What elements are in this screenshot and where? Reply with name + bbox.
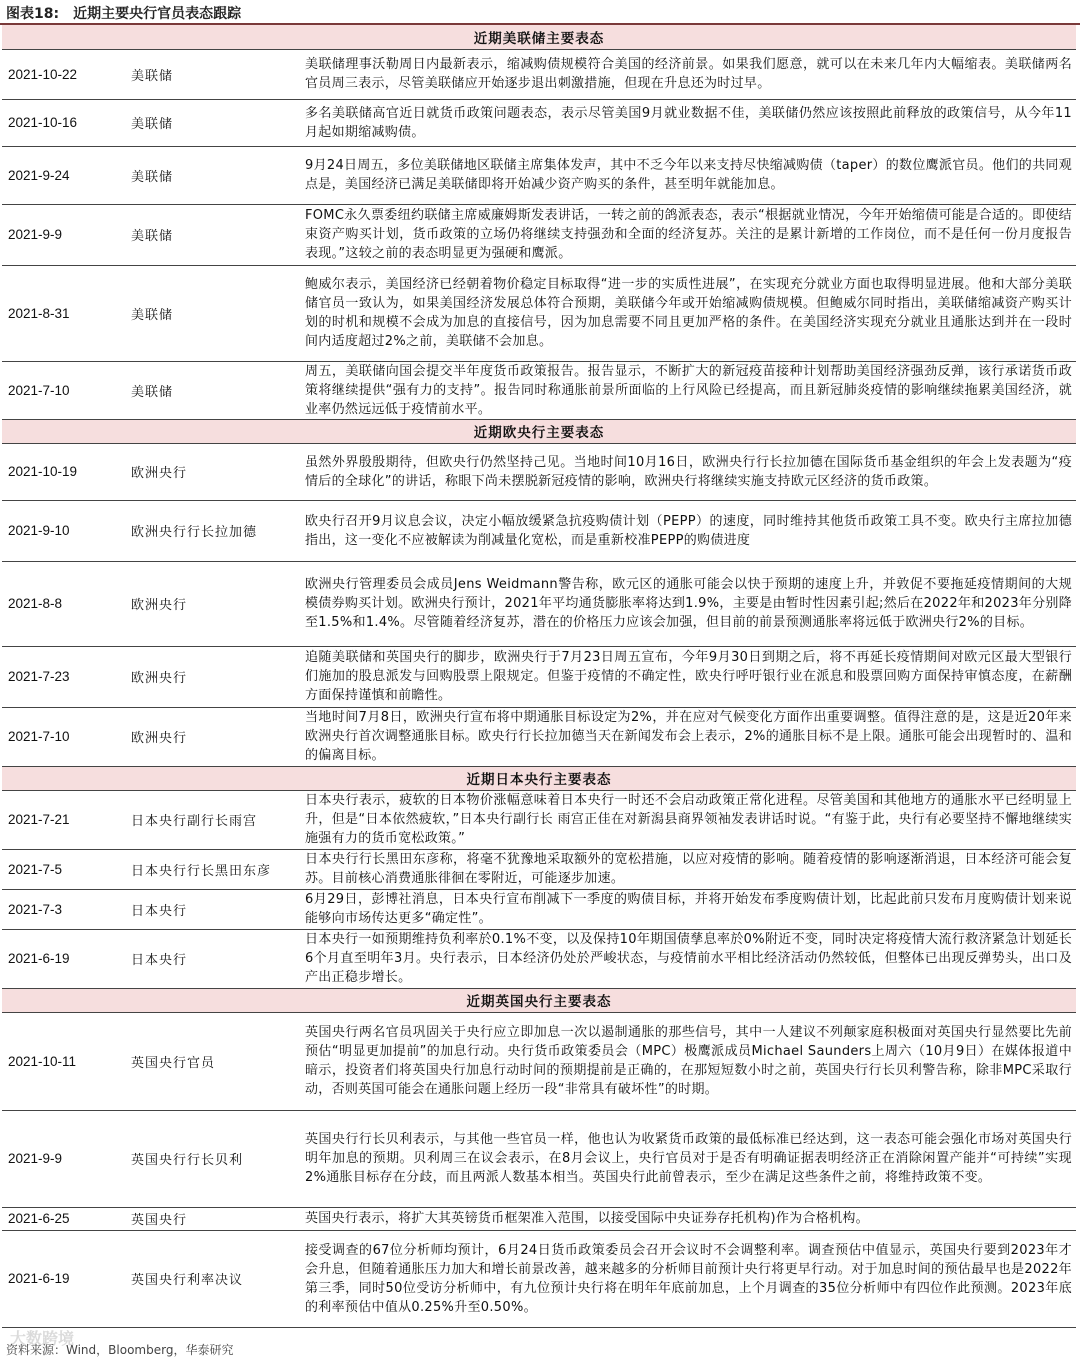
date-cell: 2021-7-3 (2, 889, 121, 929)
bank-cell: 欧洲央行 (121, 443, 301, 500)
statement-cell: 当地时间7月8日，欧洲央行宣布将中期通胀目标设定为2%，并在应对气候变化方面作出重要调整。值得注意的是，这是近20年来欧洲央行首次调整通胀目标。欧央行行长拉加德当天在新闻发布会上表示，2%的通胀目标不是上限。通胀可能会出现暂时的、温和的偏离目标。 (301, 707, 1076, 766)
table-row (2, 443, 1076, 500)
statement-cell: 欧洲央行管理委员会成员Jens Weidmann警告称，欧元区的通胀可能会以快于预期的速度上升，并敦促不要拖延疫情期间的大规模债券购买计划。欧洲央行预计，2021年平均通货膨胀率将达到1.9%，主要是由暂时性因素引起;然后在2022年和2023年分别降至1.5%和1.4%。尽管随着经济复苏，潜在的价格压力应该会加强，但目前的前景预测通胀率将远低于欧洲央行2%的目标。 (301, 561, 1076, 646)
table-row (2, 1110, 1076, 1207)
statement-cell: 日本央行一如预期维持负利率於0.1%不变，以及保持10年期国债孳息率於0%附近不变，同时决定将疫情大流行救济紧急计划延长6个月直至明年3月。央行表示，日本经济仍处於严峻状态，与疫情前水平相比经济活动仍然较低，但整体已出现反弹势头，出口及产出正稳步增长。 (301, 929, 1076, 988)
date-cell: 2021-8-31 (2, 265, 121, 361)
statement-cell: 追随美联储和英国央行的脚步，欧洲央行于7月23日周五宣布，今年9月30日到期之后，将不再延长疫情期间对欧元区最大型银行们施加的股息派发与回购股票上限规定。但鉴于疫情的不确定性，欧央行呼吁银行业在派息和股票回购方面保持审慎态度，在薪酬方面保持谨慎和前瞻性。 (301, 646, 1076, 707)
statements-table-body (2, 25, 1076, 1327)
bank-cell: 美联储 (121, 361, 301, 419)
bank-cell: 美联储 (121, 49, 301, 99)
bank-cell: 欧洲央行 (121, 707, 301, 766)
bank-cell: 日本央行 (121, 929, 301, 988)
table-row (2, 361, 1076, 419)
statements-table (2, 25, 1076, 1328)
section-header: 近期美联储主要表态 (2, 25, 1076, 49)
statement-cell: 日本央行行长黑田东彦称，将毫不犹豫地采取额外的宽松措施，以应对疫情的影响。随着疫情的影响逐渐消退，日本经济可能会复苏。目前核心消费通胀徘徊在零附近，可能逐步加速。 (301, 849, 1076, 889)
statement-cell: 9月24日周五，多位美联储地区联储主席集体发声，其中不乏今年以来支持尽快缩减购债（taper）的数位鹰派官员。他们的共同观点是，美国经济已满足美联储即将开始减少资产购买的条件，甚至明年就能加息。 (301, 146, 1076, 204)
statement-cell: 虽然外界殷殷期待，但欧央行仍然坚持己见。当地时间10月16日，欧洲央行行长拉加德在国际货币基金组织的年会上发表题为“疫情后的全球化”的讲话，称眼下尚未摆脱新冠疫情的影响，欧洲央行将继续实施支持欧元区经济的货币政策。 (301, 443, 1076, 500)
date-cell: 2021-7-5 (2, 849, 121, 889)
statement-cell: 鲍威尔表示，美国经济已经朝着物价稳定目标取得“进一步的实质性进展”，在实现充分就业方面也取得明显进展。他和大部分美联储官员一致认为，如果美国经济发展总体符合预期，美联储今年或开始缩减购债规模。但鲍威尔同时指出，美联储缩减资产购买计划的时机和规模不会成为加息的直接信号，因为加息需要不同且更加严格的条件。在美国经济实现充分就业且通胀达到并在一段时间内适度超过2%之前，美联储不会加息。 (301, 265, 1076, 361)
table-row (2, 500, 1076, 561)
watermark: 大数跨境 (10, 1329, 75, 1348)
date-cell: 2021-9-10 (2, 500, 121, 561)
table-row (2, 707, 1076, 766)
bank-cell: 欧洲央行 (121, 561, 301, 646)
bank-cell: 英国央行利率决议 (121, 1230, 301, 1327)
bank-cell: 美联储 (121, 265, 301, 361)
date-cell: 2021-7-21 (2, 790, 121, 849)
figure-title (6, 2, 1074, 24)
date-cell: 2021-9-9 (2, 1110, 121, 1207)
source-note: 资料来源：Wind，Bloomberg，华泰研究 (6, 1343, 234, 1357)
bank-cell: 欧洲央行行长拉加德 (121, 500, 301, 561)
section-header-row (2, 766, 1076, 790)
table-row (2, 204, 1076, 265)
statement-cell: 多名美联储高官近日就货币政策问题表态，表示尽管美国9月就业数据不佳，美联储仍然应该按照此前释放的政策信号，从今年11月起如期缩减购债。 (301, 99, 1076, 146)
section-header: 近期英国央行主要表态 (2, 988, 1076, 1012)
section-header: 近期日本央行主要表态 (2, 766, 1076, 790)
section-header: 近期欧央行主要表态 (2, 419, 1076, 443)
date-cell: 2021-10-22 (2, 49, 121, 99)
figure-number: 图表18: (6, 6, 60, 22)
statement-cell: 英国央行行长贝利表示，与其他一些官员一样，他也认为收紧货币政策的最低标准已经达到，这一表态可能会强化市场对英国央行明年加息的预期。贝利周三在议会表示，在8月会议上，央行官员对于是否有明确证据表明经济正在消除闲置产能并“可持续”实现2%通胀目标存在分歧，而且两派人数基本相当。英国央行此前曾表示，至少在满足这些条件之前，将维持政策不变。 (301, 1110, 1076, 1207)
date-cell: 2021-10-19 (2, 443, 121, 500)
statement-cell: 美联储理事沃勒周日内最新表示，缩减购债规模符合美国的经济前景。如果我们愿意，就可以在未来几年内大幅缩表。美联储两名官员周三表示，尽管美联储应开始逐步退出刺激措施，但现在升息还为时过早。 (301, 49, 1076, 99)
date-cell: 2021-10-11 (2, 1012, 121, 1110)
date-cell: 2021-9-24 (2, 146, 121, 204)
table-row (2, 265, 1076, 361)
table-row (2, 929, 1076, 988)
section-header-row (2, 988, 1076, 1012)
bank-cell: 英国央行 (121, 1207, 301, 1230)
figure-title-text: 近期主要央行官员表态跟踪 (73, 6, 242, 22)
statement-cell: 欧央行召开9月议息会议，决定小幅放缓紧急抗疫购债计划（PEPP）的速度，同时维持其他货币政策工具不变。欧央行主席拉加德指出，这一变化不应被解读为削减量化宽松，而是重新校准PEPP的购债进度 (301, 500, 1076, 561)
statement-cell: 英国央行两名官员巩固关于央行应立即加息一次以遏制通胀的那些信号，其中一人建议不列颠家庭积极面对英国央行显然要比先前预估“明显更加提前”的加息行动。央行货币政策委员会（MPC）极鹰派成员Michael Saunders上周六（10月9日）在媒体报道中暗示，投资者们将英国央行加息行动时间的预期提前是正确的，在那短短数小时之前，英国央行行长贝利警告称，除非MPC采取行动，否则英国可能会在通胀问题上经历一段“非常具有破坏性”的时期。 (301, 1012, 1076, 1110)
statement-cell: 日本央行表示，疲软的日本物价涨幅意味着日本央行一时还不会启动政策正常化进程。尽管美国和其他地方的通胀水平已经明显上升，但是“日本依然疲软，”日本央行副行长 雨宫正佳在对新潟县商界领袖发表讲话时说。“有鉴于此，央行有必要坚持不懈地继续实施强有力的货币宽松政策。” (301, 790, 1076, 849)
bank-cell: 美联储 (121, 146, 301, 204)
date-cell: 2021-9-9 (2, 204, 121, 265)
table-row (2, 1207, 1076, 1230)
statement-cell: 英国央行表示，将扩大其英镑货币框架准入范围，以接受国际中央证券存托机构)作为合格机构。 (301, 1207, 1076, 1230)
table-row (2, 646, 1076, 707)
table-row (2, 49, 1076, 99)
table-row (2, 99, 1076, 146)
bank-cell: 英国央行行长贝利 (121, 1110, 301, 1207)
date-cell: 2021-6-25 (2, 1207, 121, 1230)
table-row (2, 849, 1076, 889)
statement-cell: 接受调查的67位分析师均预计，6月24日货币政策委员会召开会议时不会调整利率。调查预估中值显示，英国央行要到2023年才会升息，但随着通胀压力加大和增长前景改善，越来越多的分析师目前预计央行将更早行动。对于加息时间的预估最早也是2022年第三季，同时50位受访分析师中，有九位预计央行将在明年年底前加息，上个月调查的35位分析师中有四位作此预测。2023年底的利率预估中值从0.25%升至0.50%。 (301, 1230, 1076, 1327)
date-cell: 2021-8-8 (2, 561, 121, 646)
bank-cell: 美联储 (121, 204, 301, 265)
bank-cell: 美联储 (121, 99, 301, 146)
section-header-row (2, 419, 1076, 443)
table-row (2, 1012, 1076, 1110)
statement-cell: FOMC永久票委纽约联储主席威廉姆斯发表讲话，一转之前的鸽派表态，表示“根据就业情况，今年开始缩债可能是合适的。即使结束资产购买计划，货币政策的立场仍将继续支持强劲和全面的经济复苏。关注的是累计新增的工作岗位，而不是任何一份月度报告表现。”这较之前的表态明显更为强硬和鹰派。 (301, 204, 1076, 265)
statement-cell: 6月29日，彭博社消息，日本央行宣布削减下一季度的购债目标，并将开始发布季度购债计划，比起此前只发布月度购债计划来说能够向市场传达更多“确定性”。 (301, 889, 1076, 929)
table-row (2, 1230, 1076, 1327)
date-cell: 2021-7-23 (2, 646, 121, 707)
table-row (2, 790, 1076, 849)
date-cell: 2021-10-16 (2, 99, 121, 146)
section-header-row (2, 25, 1076, 49)
table-row (2, 889, 1076, 929)
table-row (2, 561, 1076, 646)
table-row (2, 146, 1076, 204)
statement-cell: 周五，美联储向国会提交半年度货币政策报告。报告显示，不断扩大的新冠疫苗接种计划帮助美国经济强劲反弹，该行承诺货币政策将继续提供“强有力的支持”。报告同时称通胀前景所面临的上行风险已经提高，而且新冠肺炎疫情的影响继续拖累美国经济，就业率仍然远远低于疫情前水平。 (301, 361, 1076, 419)
bank-cell: 日本央行 (121, 889, 301, 929)
bank-cell: 欧洲央行 (121, 646, 301, 707)
bank-cell: 日本央行副行长雨宫 (121, 790, 301, 849)
bank-cell: 英国央行官员 (121, 1012, 301, 1110)
date-cell: 2021-7-10 (2, 707, 121, 766)
date-cell: 2021-7-10 (2, 361, 121, 419)
date-cell: 2021-6-19 (2, 1230, 121, 1327)
bank-cell: 日本央行行长黑田东彦 (121, 849, 301, 889)
date-cell: 2021-6-19 (2, 929, 121, 988)
